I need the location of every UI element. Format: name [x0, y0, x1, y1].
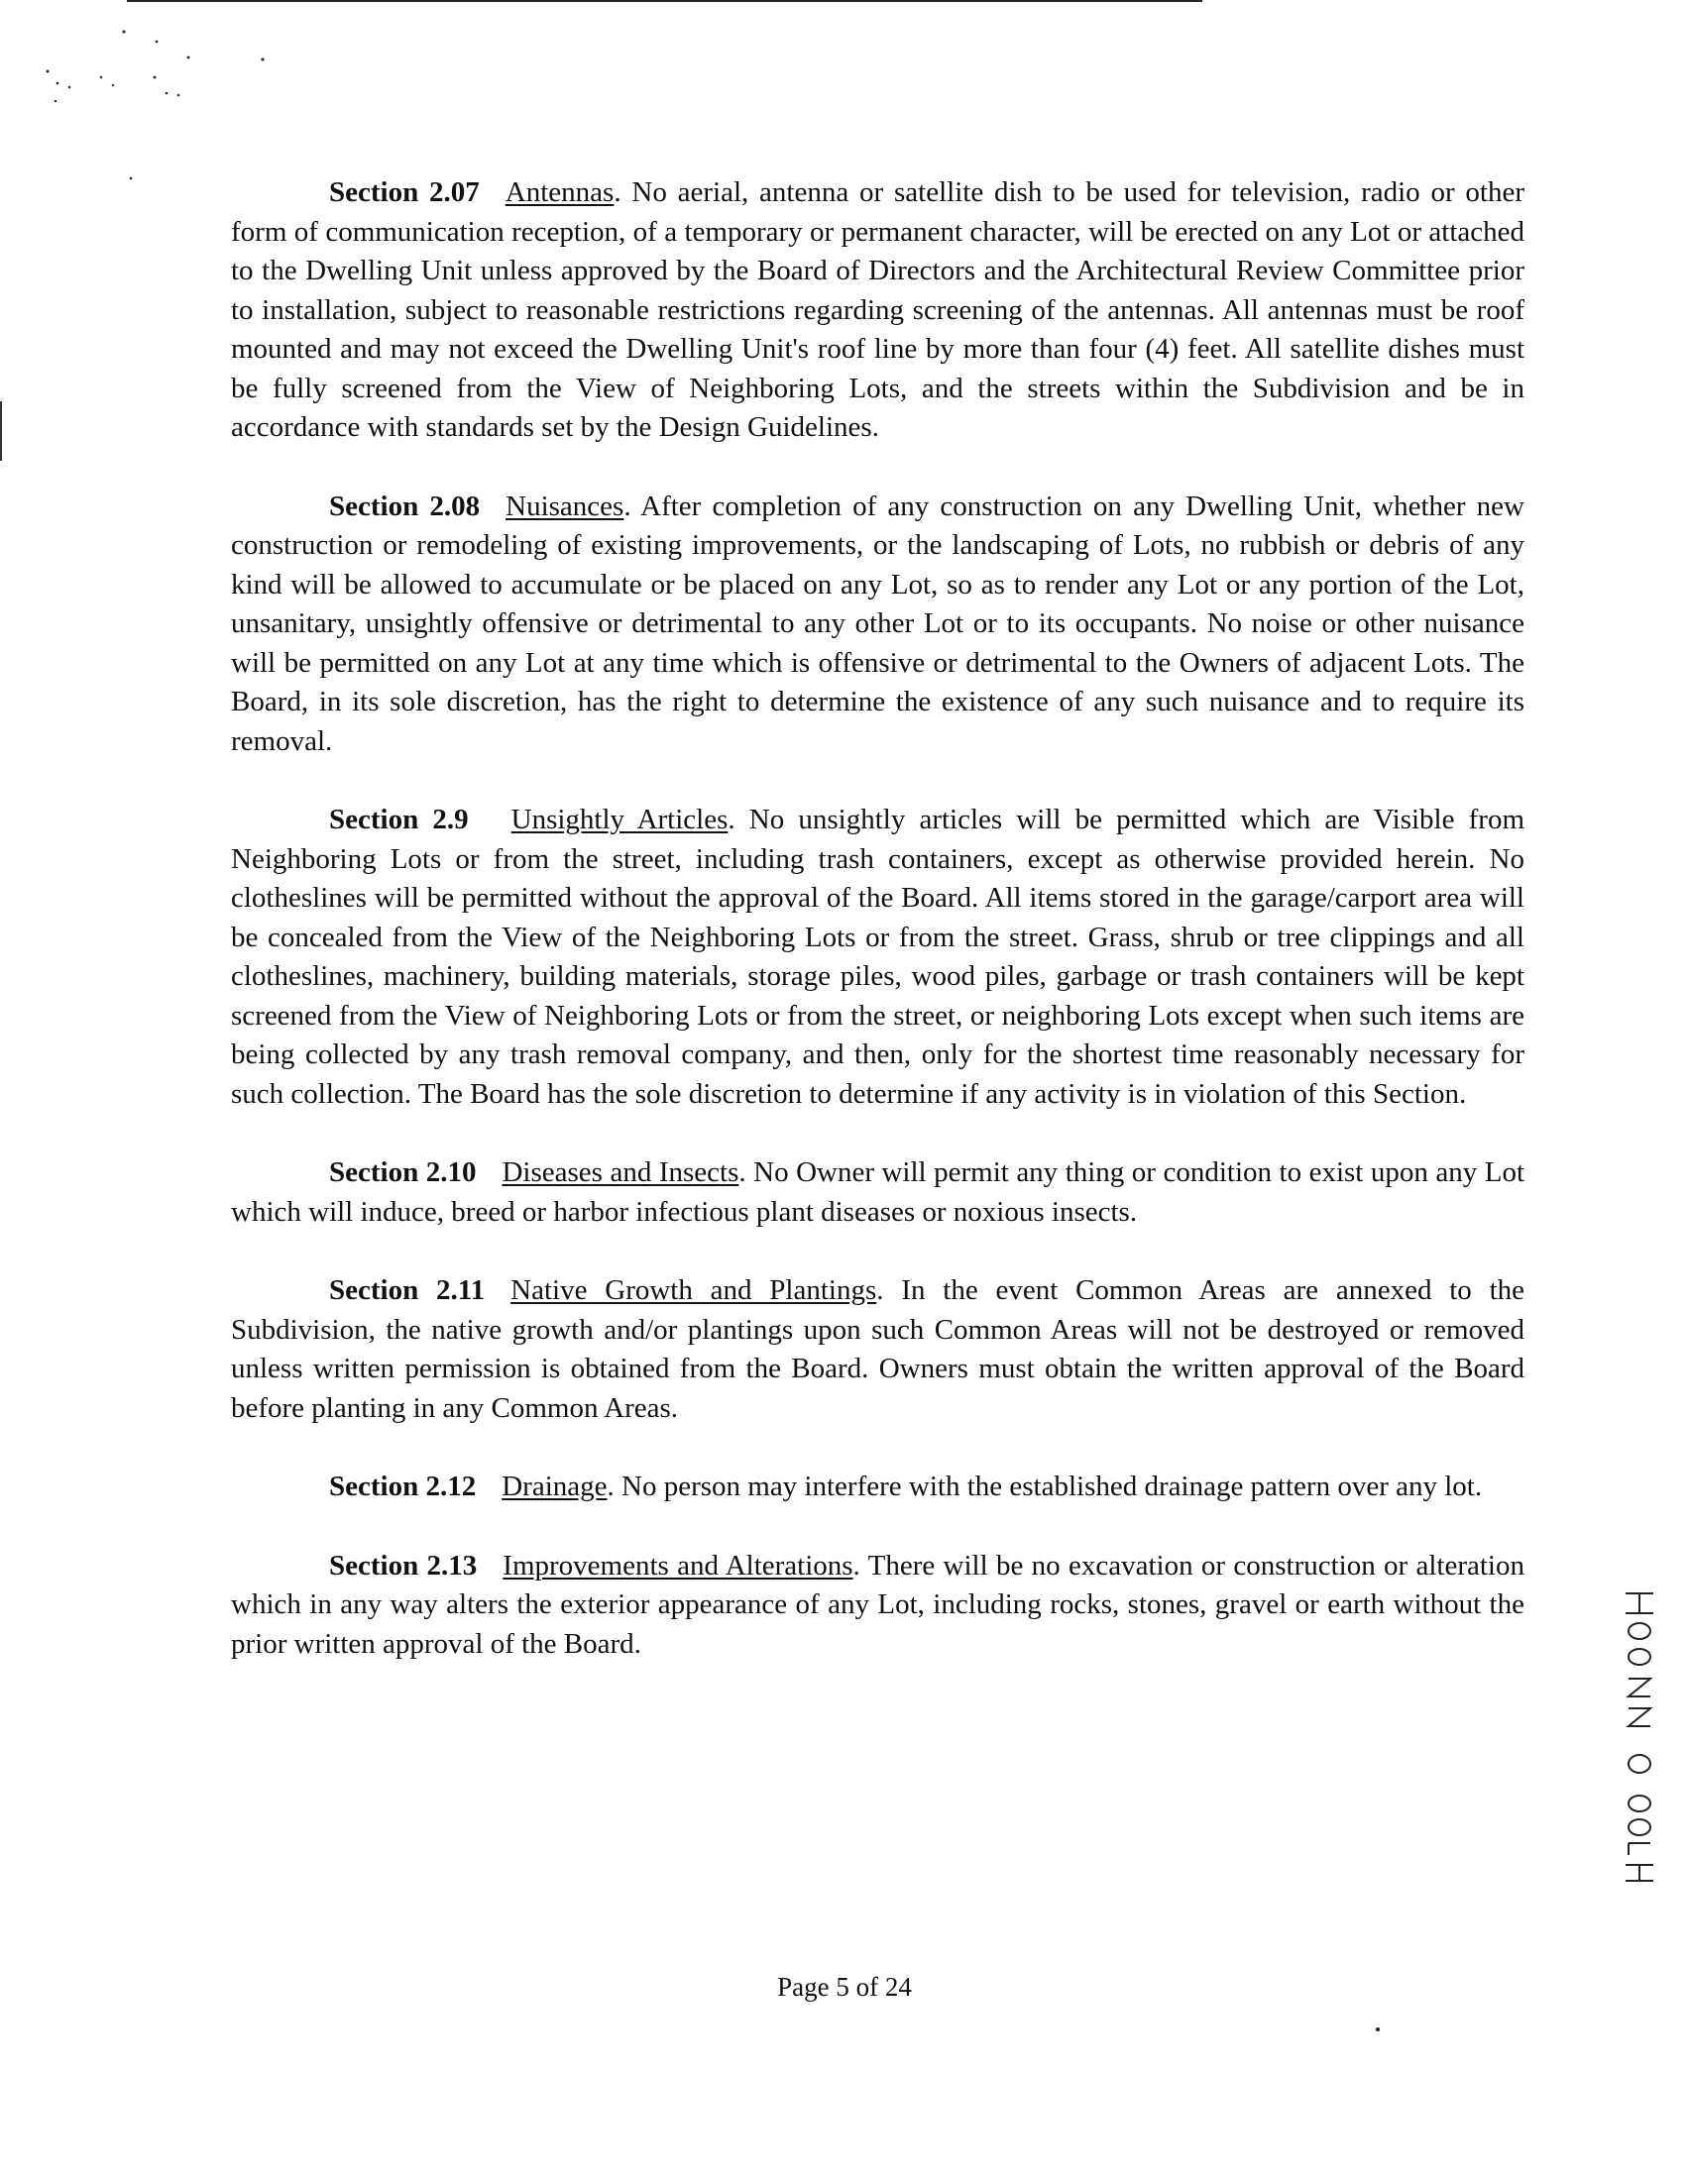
section-2-13: Section 2.13 Improvements and Alterations. There will be no excavation or construction or alteration which in any way alters the exterior appearance of any Lot, including rocks, stones, gravel or earth without the prior written approval of the Board. [231, 1549, 1524, 1660]
section-number: Section 2.12 [329, 1471, 477, 1502]
section-text: No person may interfere with the established drainage pattern over any lot. [621, 1471, 1483, 1502]
section-title: Nuisances [506, 490, 624, 522]
section-title: Unsightly Articles [510, 804, 729, 835]
scan-edge-mark [0, 401, 2, 461]
section-text: No unsightly articles will be permitted which are Visible from Neighboring Lots or from the street, including trash containers, except as otherwise provided herein. No clotheslines will be permitted without the approval of the Board. All items stored in the garage/carport area will be concealed from the View of the Neighboring Lots or from the street. Grass, shrub or tree clippings and all clotheslines, machinery, building materials, storage piles, wood piles, garbage or trash containers will be kept screened from the View of Neighboring Lots or from the street, or neighboring Lots except when such items are being collected by any trash removal company, and then, only for the shortest time reasonably necessary for such collection. The Board has the sole discretion to determine if any activity is in violation of this Section. [231, 804, 1524, 1110]
scan-dot [1376, 2027, 1380, 2031]
section-text: No Owner will permit any thing or condition to exist upon any Lot which will induce, breed or harbor infectious plant diseases or noxious insects. [231, 1156, 1525, 1228]
section-title: Antennas [505, 176, 615, 208]
section-number: Section 2.07 [329, 176, 480, 208]
section-2-12: Section 2.12 Drainage. No person may interfere with the established drainage pattern over any lot. [329, 1471, 1483, 1502]
section-text: In the event Common Areas are annexed to the Subdivision, the native growth and/or plantings upon such Common Areas will not be destroyed or removed unless written permission is obtained from the Board. Owners must obtain the written approval of the Board before planting in any Common Areas. [231, 1274, 1525, 1424]
margin-stamp [1620, 1587, 1659, 1885]
section-text: After completion of any construction on any Dwelling Unit, whether new construction or remodeling of existing improvements, or the landscaping of Lots, no rubbish or debris of any kind will be allowed to accumulate or be placed on any Lot, so as to render any Lot or any portion of the Lot, unsanitary, unsightly offensive or detrimental to any other Lot or to its occupants. No noise or other nuisance will be permitted on any Lot at any time which is offensive or detrimental to the Owners of adjacent Lots. The Board, in its sole discretion, has the right to determine the existence of any such nuisance and to require its removal. [231, 490, 1525, 757]
section-2-9: Section 2.9 Unsightly Articles. No unsightly articles will be permitted which are Visible from Neighboring Lots or from the street, including trash containers, except as otherwise provided herein. No clotheslines will be permitted without the approval of the Board. All items stored in the garage/carport area will be concealed from the View of the Neighboring Lots or from the street. Grass, shrub or tree clippings and all clotheslines, machinery, building materials, storage piles, wood piles, garbage or trash containers will be kept screened from the View of Neighboring Lots or from the street, or neighboring Lots except when such items are being collected by any trash removal company, and then, only for the shortest time reasonably necessary for such collection. The Board has the sole discretion to determine if any activity is in violation of this Section. [231, 804, 1524, 1110]
section-title: Drainage [502, 1471, 608, 1502]
document-body [231, 173, 1524, 1703]
section-2-07: Section 2.07 Antennas. No aerial, antenna or satellite dish to be used for television, radio or other form of communication reception, of a temporary or permanent character, will be erected on any Lot or attached to the Dwelling Unit unless approved by the Board of Directors and the Architectural Review Committee prior to installation, subject to reasonable restrictions regarding screening of the antennas. All antennas must be roof mounted and may not exceed the Dwelling Unit's roof line by more than four (4) feet. All satellite dishes must be fully screened from the View of Neighboring Lots, and the streets within the Subdivision and be in accordance with standards set by the Design Guidelines. [231, 176, 1525, 443]
section-number: Section 2.13 [329, 1549, 478, 1582]
section-number: Section 2.08 [329, 490, 481, 522]
top-rule [127, 0, 1202, 2]
section-2-10: Section 2.10 Diseases and Insects. No Owner will permit any thing or condition to exist upon any Lot which will induce, breed or harbor infectious plant diseases or noxious insects. [231, 1156, 1525, 1228]
section-title: Diseases and Insects [502, 1156, 739, 1188]
section-number: Section 2.10 [329, 1156, 477, 1188]
section-number: Section 2.11 [329, 1274, 486, 1306]
section-2-11: Section 2.11 Native Growth and Plantings. In the event Common Areas are annexed to the Subdivision, the native growth and/or plantings upon such Common Areas will not be destroyed or removed unless written permission is obtained from the Board. Owners must obtain the written approval of the Board before planting in any Common Areas. [231, 1274, 1525, 1424]
section-2-08: Section 2.08 Nuisances. After completion of any construction on any Dwelling Unit, whether new construction or remodeling of existing improvements, or the landscaping of Lots, no rubbish or debris of any kind will be allowed to accumulate or be placed on any Lot, so as to render any Lot or any portion of the Lot, unsanitary, unsightly offensive or detrimental to any other Lot or to its occupants. No noise or other nuisance will be permitted on any Lot at any time which is offensive or detrimental to the Owners of adjacent Lots. The Board, in its sole discretion, has the right to determine the existence of any such nuisance and to require its removal. [231, 490, 1525, 757]
page-number: Page 5 of 24 [777, 1972, 912, 2002]
section-title: Native Growth and Plantings [510, 1274, 877, 1306]
section-number: Section 2.9 [329, 804, 469, 835]
scan-speckles [40, 20, 357, 188]
section-text: No aerial, antenna or satellite dish to be used for television, radio or other form of communication reception, of a temporary or permanent character, will be erected on any Lot or attached to the Dwelling Unit unless approved by the Board of Directors and the Architectural Review Committee prior to installation, subject to reasonable restrictions regarding screening of the antennas. All antennas must be roof mounted and may not exceed the Dwelling Unit's roof line by more than four (4) feet. All satellite dishes must be fully screened from the View of Neighboring Lots, and the streets within the Subdivision and be in accordance with standards set by the Design Guidelines. [231, 176, 1525, 443]
section-text: There will be no excavation or construction or alteration which in any way alters the exterior appearance of any Lot, including rocks, stones, gravel or earth without the prior written approval of the Board. [231, 1549, 1524, 1660]
section-title: Improvements and Alterations [503, 1549, 853, 1582]
